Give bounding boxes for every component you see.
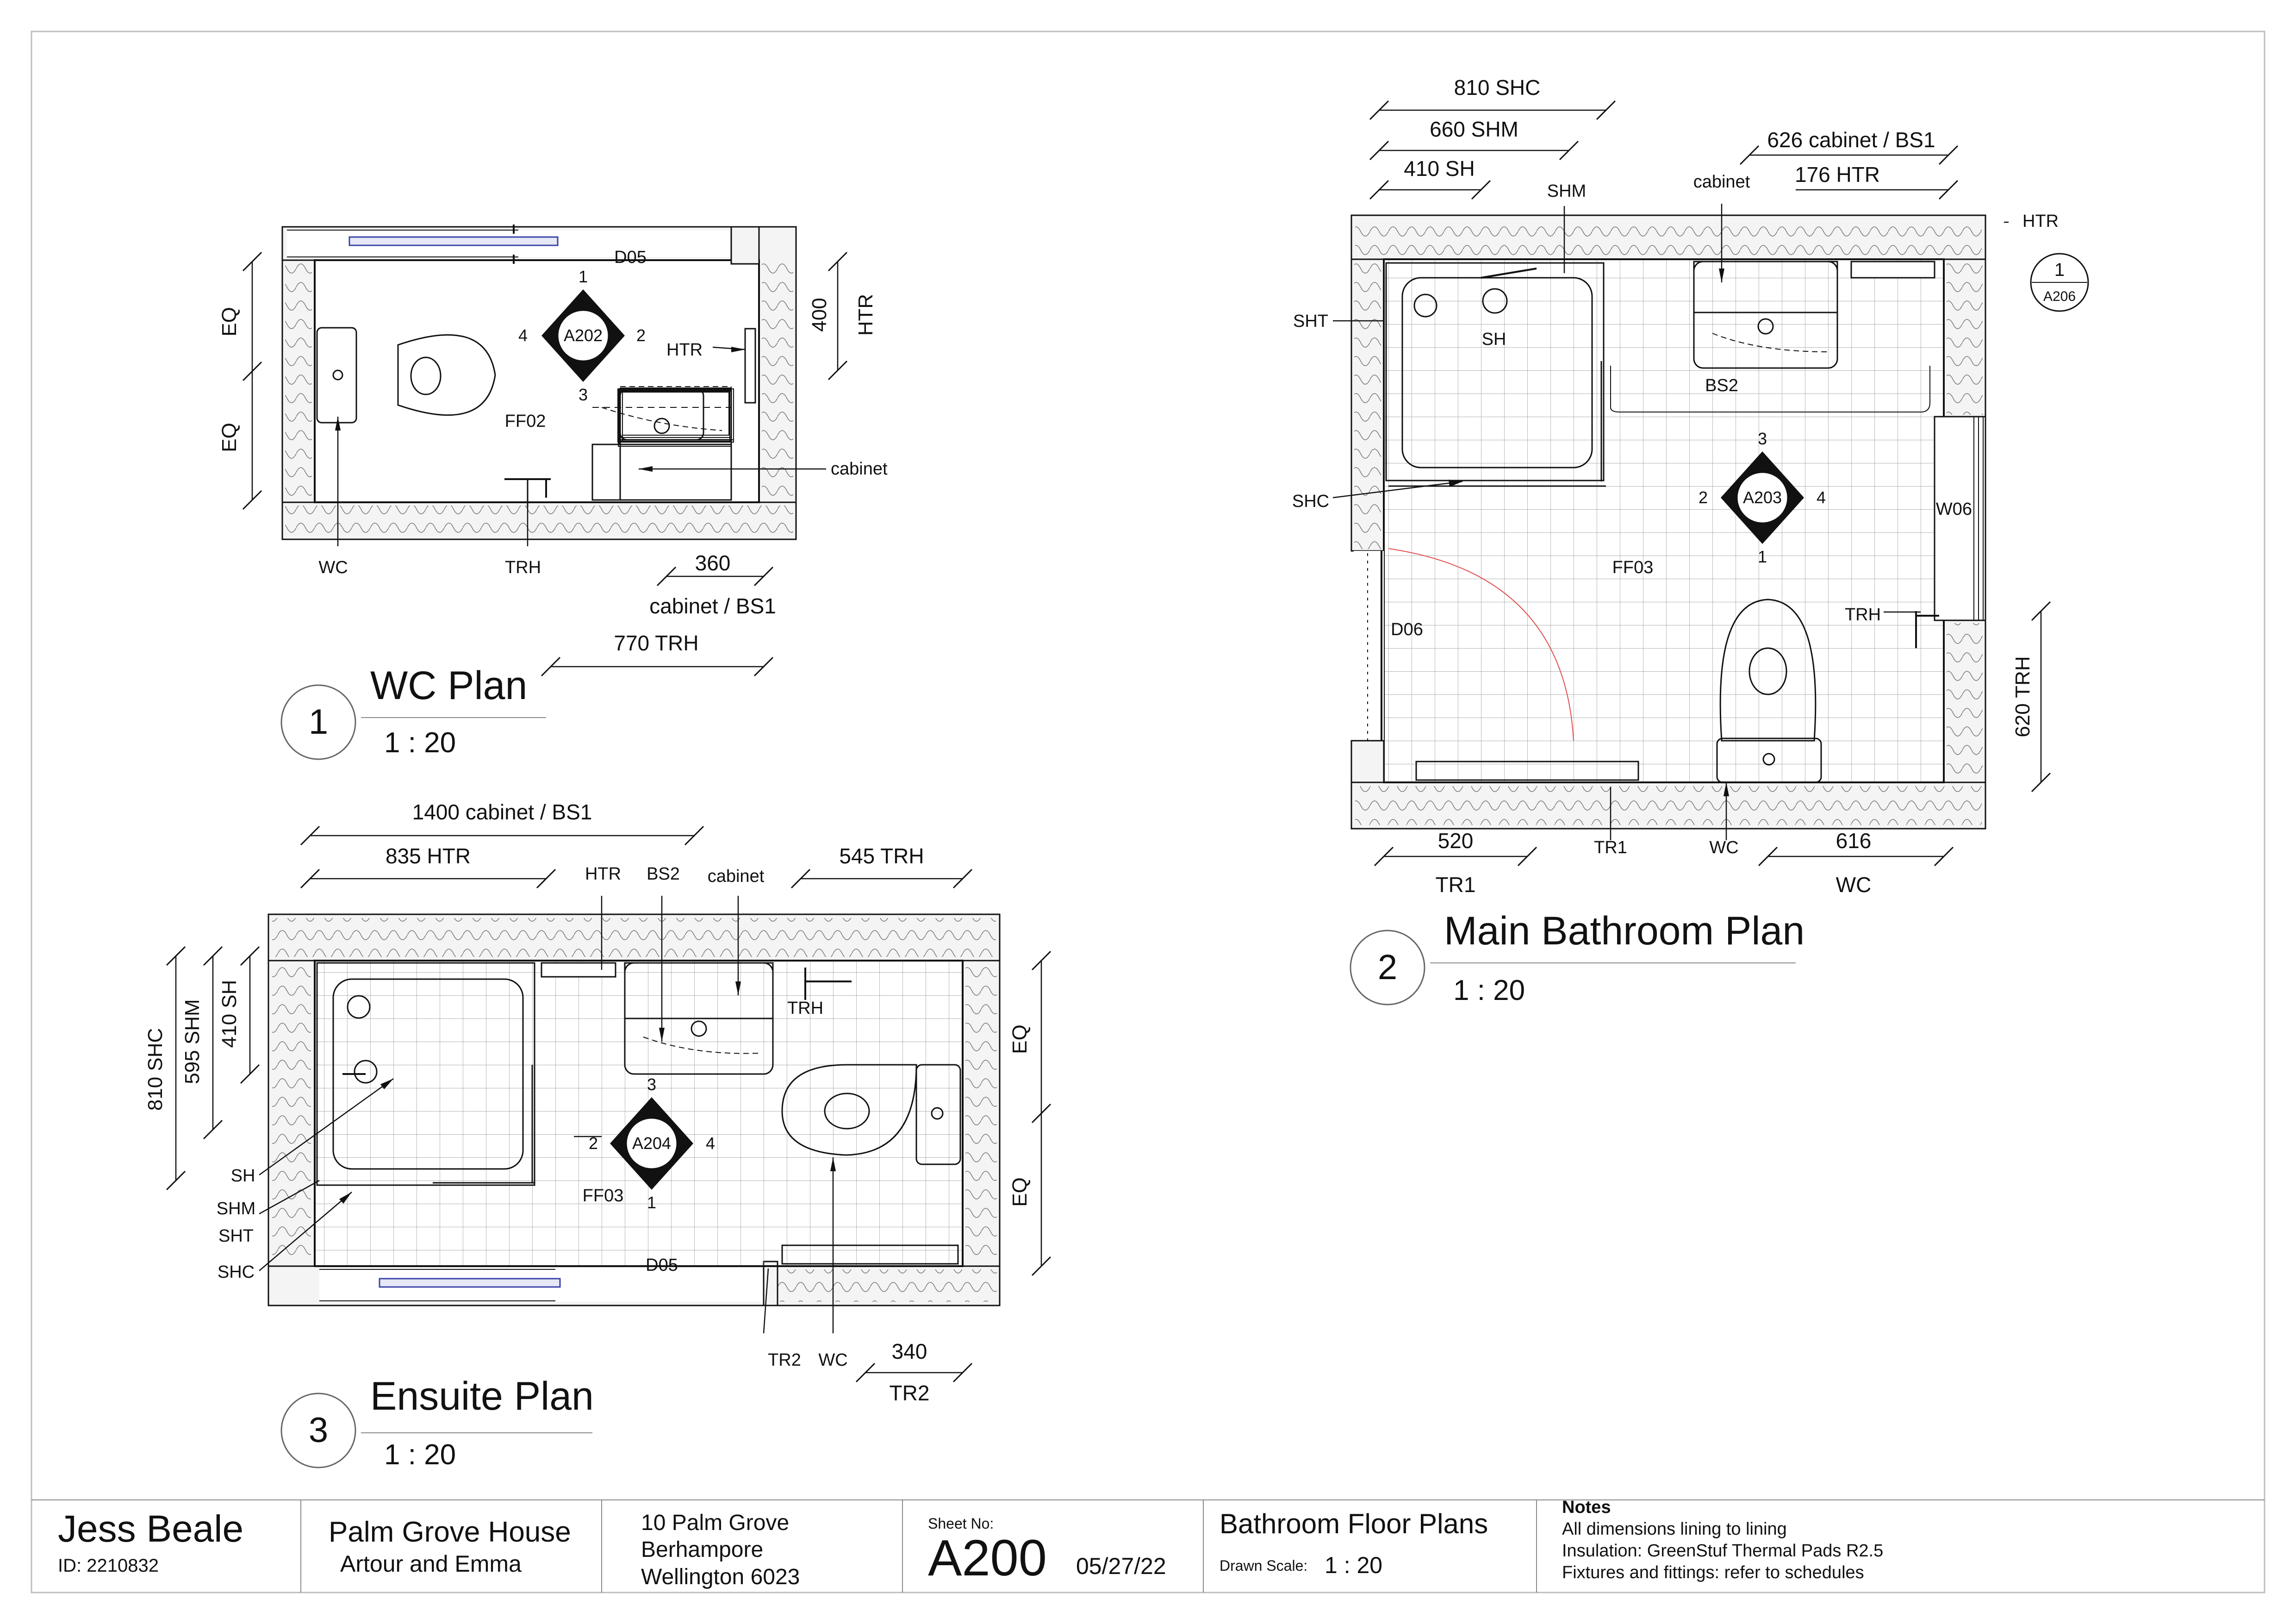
- ensuite-trh-label: TRH: [787, 999, 824, 1018]
- main-dim-616: 616: [1836, 829, 1872, 853]
- ensuite-sliding-door: [380, 1279, 560, 1287]
- wc-plan-title: WC Plan: [370, 663, 528, 708]
- drawn-scale-label: Drawn Scale:: [1220, 1557, 1308, 1574]
- wc-section-mark-3: 3: [578, 385, 588, 404]
- ensuite-plan-number: 3: [308, 1411, 329, 1450]
- main-dim-660-shm: 660 SHM: [1430, 117, 1518, 141]
- wc-dim-htr: HTR: [854, 294, 877, 336]
- main-room-label: FF03: [1612, 558, 1654, 577]
- ensuite-dim-eq-bottom: EQ: [1008, 1177, 1031, 1207]
- main-dim-tr1: TR1: [1435, 873, 1476, 897]
- ensuite-dim-410-sh: 410 SH: [218, 980, 241, 1048]
- drawn-scale: 1 : 20: [1325, 1552, 1383, 1578]
- wc-section-mark-2: 2: [636, 326, 646, 345]
- designer-name: Jess Beale: [58, 1508, 244, 1550]
- note-3: Fixtures and fittings: refer to schedules: [1562, 1563, 1864, 1582]
- main-shc-label: SHC: [1292, 492, 1330, 511]
- main-tr1-label: TR1: [1594, 838, 1627, 857]
- main-htr-label: HTR: [2022, 212, 2059, 231]
- designer-id: ID: 2210832: [58, 1555, 159, 1576]
- main-plan-scale: 1 : 20: [1453, 974, 1525, 1006]
- ensuite-plan-scale: 1 : 20: [384, 1439, 456, 1471]
- address-line-2: Berhampore: [641, 1537, 764, 1562]
- wc-door-label: D05: [614, 248, 647, 267]
- wc-room-label: FF02: [504, 412, 546, 431]
- ensuite-sh-label: SH: [230, 1166, 255, 1186]
- main-section-mark-bottom: 1: [1757, 547, 1767, 566]
- wc-dim-eq-top: EQ: [218, 307, 241, 337]
- project-clients: Artour and Emma: [340, 1551, 522, 1577]
- ensuite-dim-eq-top: EQ: [1008, 1024, 1031, 1054]
- ensuite-dim-tr2: TR2: [889, 1381, 930, 1405]
- ensuite-shm-label: SHM: [216, 1199, 256, 1218]
- ensuite-door-label: D05: [646, 1255, 678, 1275]
- wc-htr-label: HTR: [666, 340, 703, 360]
- main-sht-label: SHT: [1293, 312, 1328, 331]
- sheet-no-label: Sheet No:: [928, 1515, 994, 1532]
- wc-sliding-door: [349, 237, 558, 245]
- ensuite-section-mark-left: 2: [588, 1134, 598, 1153]
- sheet-no: A200: [928, 1530, 1047, 1587]
- main-dim-620-trh: 620 TRH: [2011, 656, 2034, 737]
- note-2: Insulation: GreenStuf Thermal Pads R2.5: [1562, 1541, 1884, 1561]
- ensuite-dim-595-shm: 595 SHM: [181, 999, 204, 1084]
- note-1: All dimensions lining to lining: [1562, 1519, 1787, 1539]
- wc-section-mark-1: 1: [578, 267, 588, 286]
- wc-dim-400: 400: [808, 298, 831, 332]
- main-htr-fixture: [1851, 262, 1935, 278]
- main-cabinet-label: cabinet: [1693, 172, 1750, 192]
- main-dim-626-cabinet: 626 cabinet / BS1: [1767, 128, 1935, 152]
- wc-plan: [243, 225, 847, 759]
- ensuite-htr-fixture: [541, 963, 616, 977]
- sheet-title: Bathroom Floor Plans: [1220, 1508, 1488, 1539]
- ensuite-section-mark-bottom: 1: [647, 1193, 657, 1212]
- ensuite-section-mark-right: 4: [705, 1134, 716, 1153]
- main-dim-520: 520: [1437, 829, 1474, 853]
- main-wc-label: WC: [1709, 838, 1739, 857]
- main-dim-410-sh: 410 SH: [1404, 156, 1475, 181]
- ensuite-wc-label: WC: [818, 1350, 848, 1370]
- ensuite-dim-545-trh: 545 TRH: [839, 844, 924, 868]
- wc-plan-scale: 1 : 20: [384, 727, 456, 759]
- ensuite-cabinet-label: cabinet: [707, 867, 765, 886]
- ensuite-room-label: FF03: [582, 1186, 624, 1206]
- notes-title: Notes: [1562, 1498, 1611, 1517]
- main-elev-ref-sheet: A206: [2043, 289, 2076, 304]
- ensuite-sht-label: SHT: [218, 1226, 254, 1246]
- wc-dim-770-trh: 770 TRH: [614, 631, 699, 655]
- ensuite-section-mark-top: 3: [647, 1075, 657, 1094]
- main-floor: [1384, 259, 1944, 782]
- ensuite-tr2-label: TR2: [768, 1350, 801, 1370]
- main-shm-label: SHM: [1547, 181, 1587, 201]
- wc-wc-label: WC: [318, 558, 348, 577]
- wc-dim-eq-bottom: EQ: [218, 423, 241, 452]
- wc-dim-360: 360: [695, 551, 731, 575]
- main-section-mark-top: 3: [1757, 429, 1767, 448]
- main-elev-ref-num: 1: [2054, 260, 2065, 280]
- wc-plan-number: 1: [308, 702, 329, 742]
- wc-section-id: A202: [563, 326, 603, 345]
- main-bathroom-plan: [1333, 101, 2088, 1005]
- wc-cabinet-label: cabinet: [831, 459, 888, 479]
- wc-dim-cabinet-bs1: cabinet / BS1: [649, 594, 776, 618]
- sheet-date: 05/27/22: [1076, 1553, 1166, 1579]
- ensuite-dim-810-shc: 810 SHC: [144, 1028, 167, 1111]
- address-line-1: 10 Palm Grove: [641, 1511, 790, 1535]
- ensuite-dim-1400: 1400 cabinet / BS1: [412, 800, 592, 824]
- wc-floor: [315, 260, 759, 502]
- main-plan-number: 2: [1377, 948, 1398, 987]
- main-dim-176-htr: 176 HTR: [1794, 162, 1880, 187]
- main-window-label: W06: [1935, 500, 1972, 519]
- ensuite-shc-label: SHC: [217, 1262, 255, 1282]
- wc-htr-fixture: [745, 329, 755, 403]
- main-section-mark-left: 2: [1698, 488, 1708, 507]
- ensuite-section-id: A204: [632, 1134, 672, 1153]
- ensuite-bs2-label: BS2: [647, 864, 680, 884]
- ensuite-plan: [167, 826, 1051, 1468]
- main-dim-810-shc: 810 SHC: [1454, 75, 1541, 100]
- main-sh-label: SH: [1481, 330, 1506, 349]
- main-trh-label: TRH: [1844, 605, 1881, 625]
- ensuite-plan-title: Ensuite Plan: [370, 1374, 594, 1418]
- main-dim-wc: WC: [1836, 873, 1872, 897]
- main-plan-title: Main Bathroom Plan: [1444, 909, 1805, 953]
- main-section-mark-right: 4: [1816, 488, 1826, 507]
- ensuite-dim-835-htr: 835 HTR: [385, 844, 471, 868]
- wc-trh-label: TRH: [504, 558, 541, 577]
- project-name: Palm Grove House: [329, 1516, 571, 1548]
- wc-section-mark-4: 4: [518, 326, 528, 345]
- address-line-3: Wellington 6023: [641, 1565, 800, 1589]
- ensuite-htr-label: HTR: [585, 864, 622, 884]
- ensuite-dim-340: 340: [891, 1339, 927, 1363]
- main-bs2-label: BS2: [1705, 376, 1738, 395]
- main-door-label: D06: [1391, 620, 1423, 639]
- main-section-id: A203: [1742, 488, 1782, 507]
